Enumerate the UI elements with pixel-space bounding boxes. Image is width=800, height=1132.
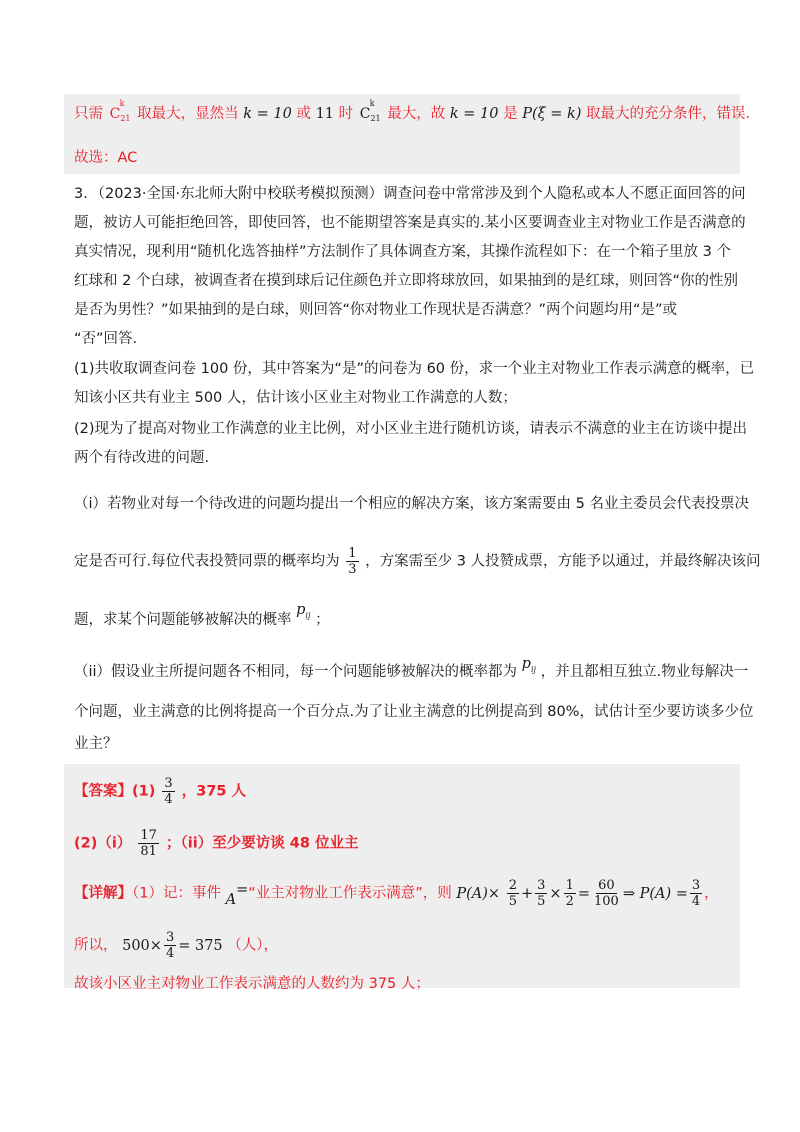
numerator: 1 <box>565 878 574 893</box>
fraction <box>564 878 576 909</box>
math-pij <box>522 656 536 672</box>
denominator: 81 <box>140 844 157 859</box>
part2-line-2: 两个有待改进的问题. <box>74 450 210 466</box>
fraction <box>592 878 621 909</box>
denominator: 4 <box>691 894 701 909</box>
math-500: 500× <box>122 937 162 954</box>
detail-line-1 <box>74 878 719 909</box>
detail-line-3: 故该小区业主对物业工作表示满意的人数约为 375 人； <box>74 976 430 992</box>
math-k10: k = 10 <box>243 106 292 122</box>
subscript: ij <box>530 664 537 674</box>
denominator: 4 <box>165 946 175 961</box>
denominator: 2 <box>565 894 574 909</box>
answer-line-2 <box>74 828 358 859</box>
subpart-i-line-2 <box>74 546 761 577</box>
text: ，方案需至少 3 人投赞成票，方能予以通过，并最终解决该问 <box>365 553 761 570</box>
text: （ii）假设业主所提问题各不相同，每一个问题能够被解决的概率都为 <box>74 664 518 680</box>
text: 所以， <box>74 937 118 954</box>
math-eq: = <box>236 881 249 898</box>
text: 或 <box>296 106 311 122</box>
subpart-ii-line-1 <box>74 656 749 688</box>
numerator: 3 <box>165 930 175 945</box>
text: ， <box>704 885 719 902</box>
numerator: 3 <box>537 878 546 893</box>
numerator: 3 <box>691 878 701 893</box>
p: p <box>521 656 531 672</box>
numerator: 2 <box>508 878 517 893</box>
q3-line-6: “否”回答. <box>74 331 138 347</box>
math-pa: P(A)× <box>456 885 501 902</box>
text: 定是否可行.每位代表投赞同票的概率均为 <box>74 553 340 570</box>
math-11: 11 <box>315 106 335 122</box>
superscript: k <box>119 99 125 108</box>
numerator: 3 <box>164 776 173 791</box>
p: p <box>296 602 306 618</box>
q3-line-3: 真实情况，现利用“随机化选答抽样”方法制作了具体调查方案，其操作流程如下：在一个箱子里放 3 个 <box>74 244 731 260</box>
combination-symbol: $C_{21}$ k <box>360 104 381 129</box>
denominator: 5 <box>537 894 546 909</box>
subscript: 21 <box>120 114 131 123</box>
math-times: × <box>549 885 562 902</box>
numerator: 17 <box>140 828 157 843</box>
text: ，375 人 <box>181 783 247 800</box>
text: 最大，故 <box>387 106 446 122</box>
numerator: 1 <box>348 546 357 561</box>
answer-label: 【答案】 <box>74 783 132 800</box>
text: “业主对物业工作表示满意”，则 <box>248 885 452 902</box>
denominator: 5 <box>508 894 517 909</box>
denominator: 4 <box>164 792 173 807</box>
math-calc <box>122 930 223 961</box>
subpart-ii-line-3: 业主？ <box>74 736 118 752</box>
detail-label: 【详解】 <box>74 885 132 902</box>
fraction-one-third <box>346 546 358 577</box>
fraction <box>507 878 519 909</box>
text: 题，求某个问题能够被解决的概率 <box>74 612 292 628</box>
text: ； <box>315 612 330 628</box>
math-implies: ⇒ P(A) = <box>622 885 688 902</box>
math-plus: + <box>520 885 534 902</box>
math-eq: = <box>577 885 590 902</box>
part1-line-2: 知该小区共有业主 500 人，估计该小区业主对物业工作满意的人数； <box>74 390 517 406</box>
fraction-17-81 <box>138 828 159 859</box>
answer-line-1 <box>74 776 246 807</box>
denominator: 3 <box>348 562 357 577</box>
math-A: A <box>225 891 237 908</box>
q3-line-4: 红球和 2 个白球，被调查者在摸到球后记住颜色并立即将球放回，如果抽到的是红球，则回答“你的性别 <box>74 273 738 289</box>
text: ；（ii）至少要访谈 48 位业主 <box>166 835 359 852</box>
q3-line-1: 3．（2023·全国·东北师大附中校联考模拟预测）调查问卷中常常涉及到个人隐私或本人不愿正面回答的问 <box>74 186 746 202</box>
subpart-i-line-3 <box>74 602 330 636</box>
fraction <box>690 878 702 909</box>
text: （1）记：事件 <box>132 885 221 902</box>
numerator: 60 <box>598 878 615 893</box>
math-k10: k = 10 <box>449 106 499 122</box>
text: 取最大，显然当 <box>137 106 239 122</box>
fraction-three-quarters <box>162 776 174 807</box>
superscript: k <box>369 99 375 108</box>
part2-line-1: (2)现为了提高对物业工作满意的业主比例，对小区业主进行随机访谈，请表示不满意的业主在访谈中提出 <box>74 421 748 437</box>
detail-line-2 <box>74 930 278 961</box>
math-p-xi: P(ξ = k) <box>522 106 582 122</box>
text: (1) <box>132 783 156 800</box>
subscript: ij <box>305 610 311 620</box>
text: 只需 <box>74 106 103 122</box>
math-probability-equation <box>456 878 704 909</box>
text: （人）， <box>227 937 279 954</box>
text: (2)（i） <box>74 835 132 852</box>
choice-line: 故选：AC <box>74 150 138 166</box>
q3-line-2: 题，被访人可能拒绝回答，即使回答，也不能期望答案是真实的.某小区要调查业主对物业工作是否满意的 <box>74 215 746 231</box>
subpart-ii-line-2: 个问题，业主满意的比例将提高一个百分点.为了让业主满意的比例提高到 80%，试估计至少要访谈多少位 <box>74 704 754 720</box>
fraction <box>164 930 176 961</box>
combination-symbol: $C_{21}$ k <box>110 104 131 129</box>
math-pij <box>296 602 310 618</box>
subscript: 21 <box>370 114 381 123</box>
text: 时 <box>338 106 354 122</box>
part1-line-1: (1)共收取调查问卷 100 份，其中答案为“是”的问卷为 60 份，求一个业主对物业工作表示满意的概率，已 <box>74 361 755 377</box>
subpart-i-line-1: （i）若物业对每一个待改进的问题均提出一个相应的解决方案，该方案需要由 5 名业主委员会代表投票决 <box>74 496 749 512</box>
text: ，并且都相互独立.物业每解决一 <box>540 664 749 680</box>
solution-line-1 <box>74 99 751 129</box>
text: 取最大的充分条件，错误. <box>586 106 751 122</box>
math-result: = 375 <box>178 937 223 954</box>
denominator: 100 <box>594 894 619 909</box>
q3-line-5: 是否为男性？”如果抽到的是白球，则回答“你对物业工作现状是否满意？”两个问题均用“是”或 <box>74 302 678 318</box>
fraction <box>535 878 547 909</box>
text: 是 <box>503 106 518 122</box>
